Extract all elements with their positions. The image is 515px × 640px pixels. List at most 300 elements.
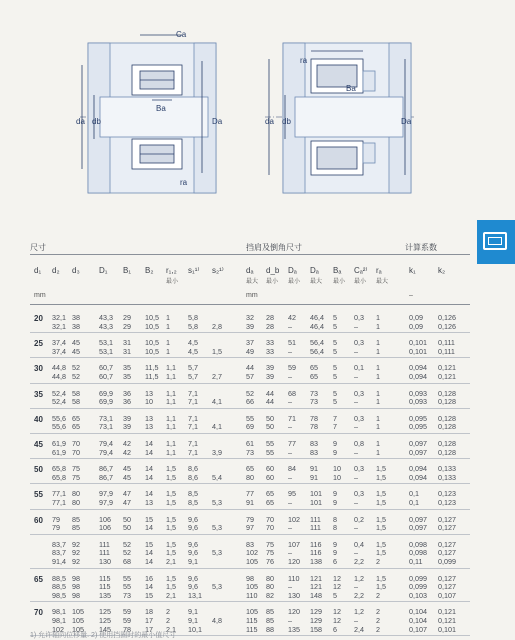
table-cell: 1,5 xyxy=(376,514,386,524)
table-cell: 85 xyxy=(266,607,274,617)
table-cell: 16 xyxy=(145,573,153,583)
table-cell: – xyxy=(288,616,292,625)
table-cell: 52 xyxy=(123,539,131,549)
table-cell: 80 xyxy=(72,489,80,499)
group-divider xyxy=(30,332,470,333)
table-cell: 86,7 xyxy=(99,464,113,474)
table-cell: 0,101 xyxy=(409,338,427,348)
table-cell: 0,128 xyxy=(438,447,456,457)
table-cell: 70 xyxy=(266,514,274,524)
table-cell: 0,099 xyxy=(409,582,427,592)
table-cell: 2,2 xyxy=(354,590,364,600)
table-cell: 5 xyxy=(333,346,337,356)
table-cell: 37,4 xyxy=(52,346,66,356)
table-cell: 83 xyxy=(246,539,254,549)
table-cell: 1,1 xyxy=(166,439,176,448)
table-cell: 61,9 xyxy=(52,447,66,457)
table-cell: 45 xyxy=(72,346,80,356)
table-cell: 83,7 xyxy=(52,548,66,558)
table-cell: 45 xyxy=(123,464,131,474)
table-cell: 80 xyxy=(266,573,274,583)
table-cell: 85 xyxy=(72,514,80,524)
table-cell: 79,4 xyxy=(99,447,113,457)
table-cell: 52,4 xyxy=(52,397,66,407)
table-cell: 73 xyxy=(123,590,131,600)
diagram-left-Da-label: Da xyxy=(212,117,223,126)
table-cell: – xyxy=(354,523,358,533)
table-cell: 80 xyxy=(72,498,80,507)
table-cell: 43,3 xyxy=(99,313,113,322)
diagram-right-da-label: da xyxy=(265,117,274,126)
table-cell: 1 xyxy=(376,413,380,423)
table-cell: 12 xyxy=(333,573,341,583)
table-cell: 4,1 xyxy=(212,422,222,432)
table-cell: 77 xyxy=(246,489,254,499)
table-cell: 1 xyxy=(376,439,380,448)
table-cell: 0,8 xyxy=(354,439,364,448)
table-cell: 110 xyxy=(288,573,300,583)
col-header-s2: s₂¹⁾ xyxy=(212,266,224,275)
table-cell: 9,6 xyxy=(188,573,198,583)
table-cell: 97,9 xyxy=(99,489,113,499)
table-cell: 1,5 xyxy=(212,346,222,356)
table-cell: 42 xyxy=(123,447,131,457)
table-cell: 52 xyxy=(123,548,131,558)
heading-dimensions: 尺寸 xyxy=(30,243,46,252)
table-cell: 39 xyxy=(123,413,131,423)
table-cell: 46,4 xyxy=(310,321,324,331)
table-cell: 0,09 xyxy=(409,313,423,322)
table-cell: 65 xyxy=(266,498,274,507)
table-cell: 1,5 xyxy=(166,573,176,583)
table-cell: 9,1 xyxy=(188,607,198,617)
table-cell: 7,1 xyxy=(188,447,198,457)
table-cell: 0,127 xyxy=(438,573,456,583)
table-cell: 0,121 xyxy=(438,607,456,617)
table-cell: 1,5 xyxy=(166,464,176,474)
table-cell: 36 xyxy=(123,388,131,398)
unit-left: mm xyxy=(34,292,46,299)
unit-mid: mm xyxy=(246,292,258,299)
table-cell: 120 xyxy=(288,607,300,617)
table-cell: 70 xyxy=(72,439,80,448)
table-cell: 6 xyxy=(333,557,337,566)
table-cell: 1,5 xyxy=(376,489,386,499)
group-divider xyxy=(30,408,470,409)
table-cell: 6 xyxy=(333,624,337,634)
bore-diameter: 50 xyxy=(34,465,43,475)
table-cell: 60,7 xyxy=(99,372,113,381)
table-cell: 77 xyxy=(288,439,296,448)
table-cell: – xyxy=(288,498,292,507)
table-cell: 65 xyxy=(72,422,80,432)
table-cell: 92 xyxy=(72,548,80,558)
table-cell: 52 xyxy=(72,372,80,381)
table-cell: 75 xyxy=(72,464,80,474)
table-cell: 36 xyxy=(123,397,131,407)
table-cell: 130 xyxy=(288,590,300,600)
table-cell: 88,5 xyxy=(52,573,66,583)
table-cell: 2,4 xyxy=(354,624,364,634)
table-cell: 37 xyxy=(246,338,254,348)
table-cell: 73,1 xyxy=(99,413,113,423)
table-cell: 125 xyxy=(99,607,111,617)
table-cell: 33 xyxy=(266,338,274,348)
table-cell: 0,095 xyxy=(409,413,427,423)
table-cell: – xyxy=(354,616,358,625)
table-cell: – xyxy=(288,582,292,592)
table-cell: 98,1 xyxy=(52,616,66,625)
table-cell: 78 xyxy=(123,624,131,634)
table-cell: 0,101 xyxy=(438,624,456,634)
table-cell: 73 xyxy=(246,447,254,457)
bore-diameter: 55 xyxy=(34,490,43,500)
col-header-db: d_b xyxy=(266,266,280,275)
table-cell: 0,111 xyxy=(438,346,455,356)
table-cell: 115 xyxy=(246,624,258,634)
table-cell: 80 xyxy=(266,582,274,592)
table-cell: 32,1 xyxy=(52,321,66,331)
table-cell: 5 xyxy=(333,590,337,600)
table-cell: 1,1 xyxy=(166,413,176,423)
table-cell: 0,095 xyxy=(409,422,427,432)
table-cell: 42 xyxy=(123,439,131,448)
table-cell: 59 xyxy=(123,607,131,617)
table-cell: 9 xyxy=(333,498,337,507)
table-cell: – xyxy=(288,523,292,533)
diagram-left-ba-label: Ba xyxy=(156,104,166,113)
table-cell: 105 xyxy=(72,624,84,634)
bearing-icon xyxy=(483,232,507,250)
table-cell: 13 xyxy=(145,388,153,398)
table-cell: 13 xyxy=(145,413,153,423)
table-cell: 7,1 xyxy=(188,439,198,448)
table-cell: 12 xyxy=(333,607,341,617)
table-cell: – xyxy=(354,422,358,432)
table-cell: 148 xyxy=(310,590,322,600)
table-cell: 55 xyxy=(123,573,131,583)
table-cell: – xyxy=(288,397,292,407)
table-cell: 1,5 xyxy=(166,539,176,549)
table-cell: 1,1 xyxy=(166,388,176,398)
table-cell: 14 xyxy=(145,557,153,566)
table-cell: 111 xyxy=(310,514,321,524)
group-divider xyxy=(30,568,470,569)
table-cell: 79 xyxy=(52,514,60,524)
table-cell: 39 xyxy=(123,422,131,432)
table-cell: – xyxy=(354,372,358,381)
table-cell: 105 xyxy=(72,616,84,625)
group-divider xyxy=(30,601,470,602)
table-cell: 7 xyxy=(333,422,337,432)
table-cell: 35 xyxy=(123,363,131,373)
table-cell: 2 xyxy=(376,557,380,566)
table-cell: 106 xyxy=(99,523,111,533)
table-cell: 1 xyxy=(166,338,170,348)
table-cell: 98 xyxy=(246,573,254,583)
table-cell: 56,4 xyxy=(310,346,324,356)
table-cell: 1 xyxy=(376,447,380,457)
table-cell: 47 xyxy=(123,498,131,507)
table-cell: 116 xyxy=(310,548,322,558)
group-divider xyxy=(30,534,470,535)
table-cell: 98 xyxy=(72,573,80,583)
table-cell: 0,127 xyxy=(438,514,456,524)
col-header-k1: k₁ xyxy=(409,266,416,275)
table-cell: 0,097 xyxy=(409,439,427,448)
table-cell: 0,1 xyxy=(409,498,419,507)
table-cell: 5 xyxy=(333,397,337,407)
table-cell: 13 xyxy=(145,498,153,507)
col-sub-Ca: 最小 xyxy=(354,279,367,285)
table-cell: 0,11 xyxy=(409,557,423,566)
table-cell: 9 xyxy=(333,439,337,448)
table-cell: 79 xyxy=(52,523,60,533)
table-cell: 14 xyxy=(145,439,153,448)
table-cell: 9 xyxy=(333,539,337,549)
table-cell: 1,5 xyxy=(166,582,176,592)
table-cell: 28 xyxy=(266,313,274,322)
table-cell: 0,4 xyxy=(354,539,364,549)
table-cell: 1,5 xyxy=(376,582,386,592)
col-header-s1: s₁¹⁾ xyxy=(188,266,200,275)
table-cell: 44,8 xyxy=(52,363,66,373)
diagram-left-db-label: db xyxy=(92,117,101,126)
table-cell: 8,5 xyxy=(188,489,198,499)
table-cell: 47 xyxy=(123,489,131,499)
table-cell: 95 xyxy=(288,489,296,499)
table-cell: 85 xyxy=(266,616,274,625)
table-cell: 65 xyxy=(246,464,254,474)
table-cell: 0,127 xyxy=(438,582,456,592)
col-header-Da2: Dₐ xyxy=(310,266,319,275)
table-cell: 14 xyxy=(145,582,153,592)
table-cell: 4,8 xyxy=(212,616,222,625)
table-cell: 61,9 xyxy=(52,439,66,448)
table-cell: 135 xyxy=(288,624,300,634)
table-cell: 33 xyxy=(266,346,274,356)
table-cell: 65 xyxy=(310,363,318,373)
table-cell: 2,1 xyxy=(166,590,176,600)
col-header-r12: r₁,₂ xyxy=(166,266,177,275)
table-cell: 4,1 xyxy=(212,397,222,407)
table-cell: 31 xyxy=(123,346,131,356)
table-cell: 44 xyxy=(266,388,274,398)
table-cell: 83,7 xyxy=(52,539,66,549)
table-cell: 58 xyxy=(72,388,80,398)
col-sub-Ba: 最小 xyxy=(333,279,346,285)
table-cell: 97 xyxy=(246,523,254,533)
table-cell: 1 xyxy=(166,321,170,331)
table-cell: 130 xyxy=(99,557,111,566)
table-cell: 0,121 xyxy=(438,616,456,625)
table-cell: 1,5 xyxy=(166,489,176,499)
table-cell: 12 xyxy=(333,582,341,592)
table-cell: 125 xyxy=(99,616,111,625)
table-cell: 10 xyxy=(333,472,341,482)
col-header-B2: B₂ xyxy=(145,266,154,275)
table-cell: 5,3 xyxy=(212,548,222,558)
bearing-diagram-left xyxy=(60,25,230,210)
table-cell: 5 xyxy=(333,321,337,331)
table-cell: 2,7 xyxy=(212,372,222,381)
table-cell: 0,107 xyxy=(409,624,427,634)
table-cell: 7,1 xyxy=(188,422,198,432)
table-cell: 28 xyxy=(266,321,274,331)
table-cell: 44 xyxy=(246,363,254,373)
group-divider xyxy=(30,509,470,510)
table-cell: 38 xyxy=(72,313,80,322)
table-cell: 0,133 xyxy=(438,464,456,474)
table-cell: 105 xyxy=(246,607,258,617)
table-cell: 83 xyxy=(310,439,318,448)
table-cell: 1,5 xyxy=(166,523,176,533)
table-cell: 129 xyxy=(310,616,322,625)
table-cell: 1,5 xyxy=(376,573,386,583)
table-cell: 65 xyxy=(72,413,80,423)
table-cell: 32 xyxy=(246,313,254,322)
table-cell: 1,5 xyxy=(376,472,386,482)
bore-diameter: 35 xyxy=(34,389,43,399)
table-cell: 39 xyxy=(266,363,274,373)
col-header-Ba: Bₐ xyxy=(333,266,342,275)
table-cell: 115 xyxy=(246,616,258,625)
table-cell: 111 xyxy=(310,523,321,533)
table-cell: 0,128 xyxy=(438,388,456,398)
table-cell: 158 xyxy=(310,624,322,634)
table-cell: 5,7 xyxy=(188,372,198,381)
heading-rule xyxy=(30,254,470,255)
table-cell: 32,1 xyxy=(52,313,66,322)
table-cell: 111 xyxy=(99,539,110,549)
table-cell: 0,094 xyxy=(409,472,427,482)
table-cell: 55 xyxy=(246,413,254,423)
table-cell: 2 xyxy=(376,590,380,600)
table-cell: – xyxy=(354,472,358,482)
table-cell: 101 xyxy=(310,498,322,507)
table-cell: 0,128 xyxy=(438,439,456,448)
table-cell: 71 xyxy=(288,413,296,423)
table-cell: 13 xyxy=(145,422,153,432)
table-cell: – xyxy=(354,321,358,331)
table-cell: 0,127 xyxy=(438,523,456,533)
table-cell: 0,107 xyxy=(438,590,456,600)
table-cell: 50 xyxy=(123,514,131,524)
table-cell: 42 xyxy=(288,313,296,322)
table-cell: 0,3 xyxy=(354,313,364,322)
table-cell: 77,1 xyxy=(52,489,66,499)
table-cell: 1 xyxy=(376,346,380,356)
table-cell: – xyxy=(288,422,292,432)
table-cell: 45 xyxy=(72,338,80,348)
table-cell: 135 xyxy=(99,590,111,600)
bore-diameter: 45 xyxy=(34,440,43,449)
diagram-right-ra-label: ra xyxy=(300,56,308,65)
table-cell: 0,2 xyxy=(354,514,364,524)
table-cell: 76 xyxy=(266,557,274,566)
table-cell: – xyxy=(354,498,358,507)
table-cell: 59 xyxy=(288,363,296,373)
table-cell: 0,123 xyxy=(438,489,456,499)
table-cell: 1,5 xyxy=(376,498,386,507)
table-cell: 60 xyxy=(266,472,274,482)
table-cell: 65,8 xyxy=(52,464,66,474)
table-cell: 7,1 xyxy=(188,397,198,407)
table-cell: 1,1 xyxy=(166,422,176,432)
table-cell: 88 xyxy=(266,624,274,634)
bore-diameter: 70 xyxy=(34,608,43,618)
table-cell: 98,5 xyxy=(52,590,66,600)
table-cell: 39 xyxy=(266,372,274,381)
table-cell: 129 xyxy=(310,607,322,617)
table-cell: – xyxy=(288,321,292,331)
footer-note: 1) 允许轴向位移量. 2) 使用挡圈时的最小值尺寸 xyxy=(30,632,177,639)
table-cell: 98 xyxy=(72,582,80,592)
table-cell: 56,4 xyxy=(310,338,324,348)
table-cell: 0,103 xyxy=(409,590,427,600)
table-cell: 0,3 xyxy=(354,413,364,423)
table-cell: 9 xyxy=(333,447,337,457)
table-cell: 98,1 xyxy=(52,607,66,617)
table-cell: 4,5 xyxy=(188,346,198,356)
table-cell: 78 xyxy=(310,413,318,423)
col-header-d3: d₃ xyxy=(72,266,80,275)
table-cell: 79,4 xyxy=(99,439,113,448)
table-cell: 75 xyxy=(266,539,274,549)
table-cell: 8 xyxy=(333,514,337,524)
table-cell: 52,4 xyxy=(52,388,66,398)
table-cell: 91 xyxy=(310,472,318,482)
table-cell: 10,5 xyxy=(145,338,159,348)
table-cell: 10,1 xyxy=(188,624,202,634)
table-cell: – xyxy=(354,397,358,407)
table-cell: 9,6 xyxy=(188,582,198,592)
section-tab[interactable] xyxy=(477,220,515,264)
table-cell: 66 xyxy=(246,397,254,407)
table-cell: 115 xyxy=(99,582,111,592)
bore-diameter: 20 xyxy=(34,314,43,323)
table-cell: 10 xyxy=(145,397,153,407)
table-cell: 2 xyxy=(376,616,380,625)
diagram-left-ra-label: ra xyxy=(180,178,188,187)
table-cell: 0,126 xyxy=(438,321,456,331)
table-cell: 5,7 xyxy=(188,363,198,373)
table-cell: 7,1 xyxy=(188,388,198,398)
table-cell: 8 xyxy=(333,523,337,533)
table-cell: 105 xyxy=(72,607,84,617)
table-cell: 92 xyxy=(72,557,80,566)
diagram-left-ca-label: Ca xyxy=(176,30,187,39)
table-cell: 88,5 xyxy=(52,582,66,592)
bore-diameter: 30 xyxy=(34,364,43,374)
table-cell: 29 xyxy=(123,321,131,331)
table-cell: 52 xyxy=(246,388,254,398)
table-cell: 2,1 xyxy=(166,624,176,634)
table-cell: 45 xyxy=(123,472,131,482)
diagram-right-db-label: db xyxy=(282,117,291,126)
table-cell: 1 xyxy=(376,338,380,348)
group-divider xyxy=(30,433,470,434)
table-cell: 1,5 xyxy=(166,548,176,558)
table-cell: 0,126 xyxy=(438,313,456,322)
table-cell: 18 xyxy=(145,607,153,617)
table-cell: 68 xyxy=(123,557,131,566)
table-cell: 55,6 xyxy=(52,422,66,432)
table-cell: 1 xyxy=(376,422,380,432)
table-cell: 7,1 xyxy=(188,413,198,423)
table-cell: 1,5 xyxy=(376,539,386,549)
table-cell: 60,7 xyxy=(99,363,113,373)
